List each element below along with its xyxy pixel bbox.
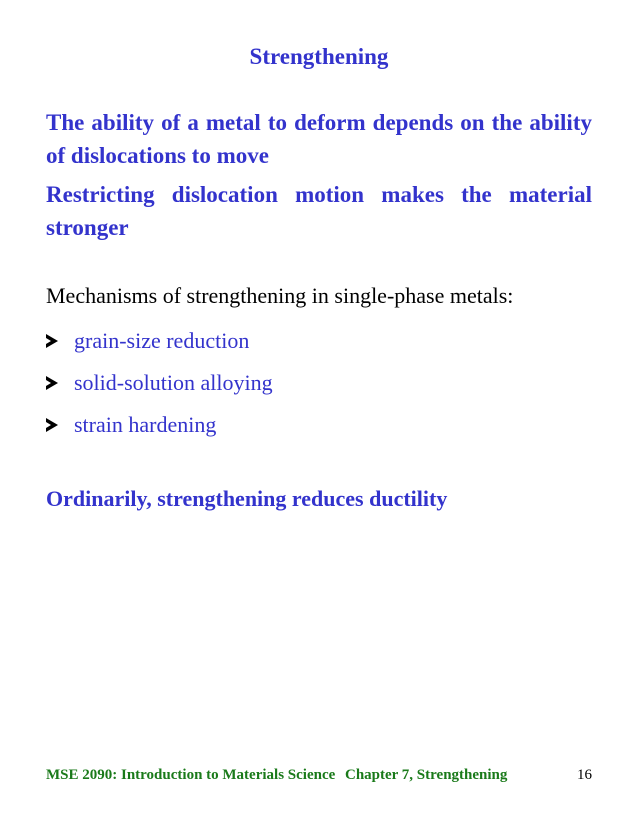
page-footer xyxy=(46,767,592,787)
list-item xyxy=(46,362,273,404)
list-item-label: strain hardening xyxy=(74,412,217,437)
list-item xyxy=(46,320,273,362)
footer-course-title: MSE 2090: Introduction to Materials Science xyxy=(46,767,336,783)
list-item-label: grain-size reduction xyxy=(74,328,250,353)
conclusion-statement: Ordinarily, strengthening reduces ductility xyxy=(46,486,448,511)
mechanisms-list xyxy=(46,320,273,446)
statement-deformation: The ability of a metal to deform depends on the ability of dislocations to move xyxy=(46,110,592,168)
mechanisms-intro: Mechanisms of strengthening in single-phase metals: xyxy=(46,283,514,308)
arrow-bullet-icon xyxy=(46,376,58,390)
arrow-bullet-icon xyxy=(46,334,58,348)
arrow-bullet-icon xyxy=(46,418,58,432)
list-item xyxy=(46,404,273,446)
list-item-label: solid-solution alloying xyxy=(74,370,273,395)
page-number: 16 xyxy=(577,767,592,783)
page-title: Strengthening xyxy=(249,44,389,69)
statement-restriction: Restricting dislocation motion makes the material stronger xyxy=(46,182,592,240)
footer-chapter-title: Chapter 7, Strengthening xyxy=(345,767,508,783)
